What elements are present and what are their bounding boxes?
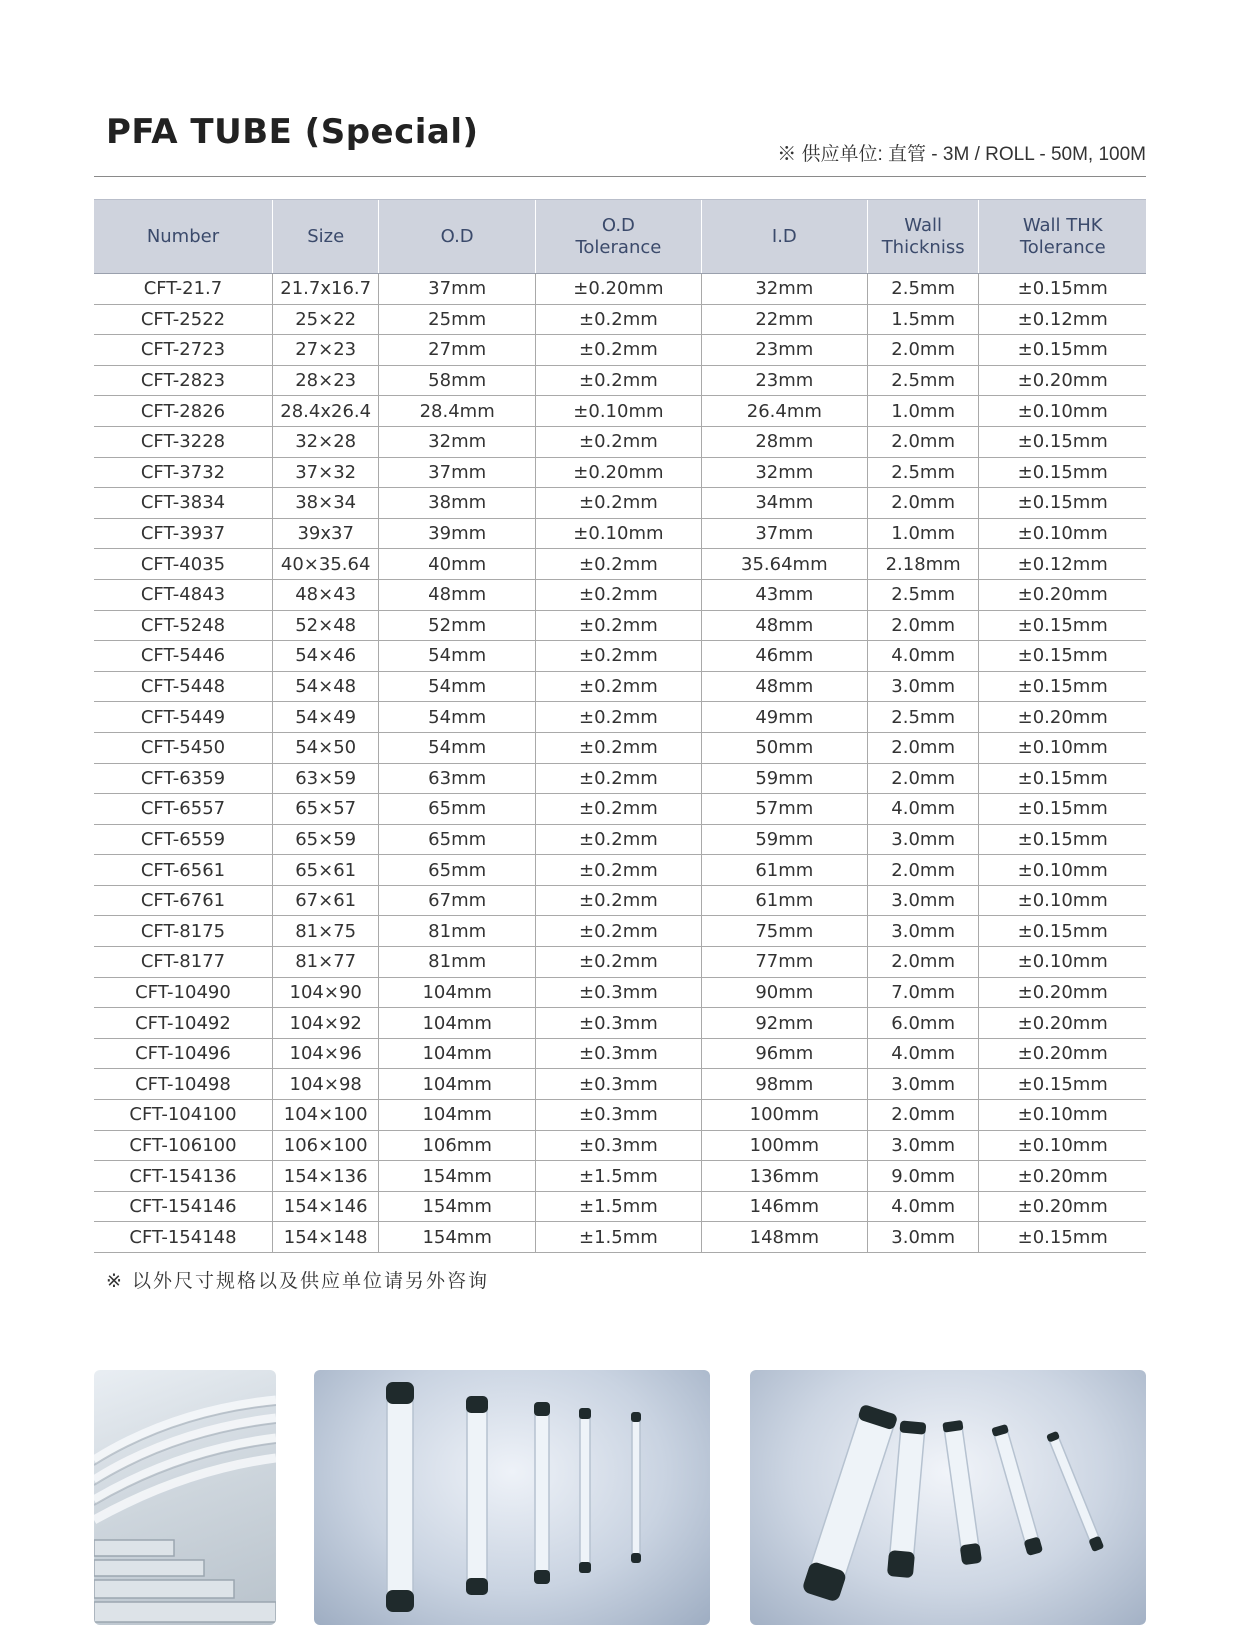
cell-id: 37mm: [701, 518, 867, 549]
cell-wall-thickness: 4.0mm: [867, 1191, 979, 1222]
cell-number: CFT-5248: [94, 610, 272, 641]
cell-wall-thickness: 2.0mm: [867, 763, 979, 794]
cell-od-tolerance: ±0.3mm: [535, 1130, 701, 1161]
cell-id: 23mm: [701, 365, 867, 396]
cell-number: CFT-5449: [94, 702, 272, 733]
cell-wall-thickness: 3.0mm: [867, 1069, 979, 1100]
cell-wall-thk-tolerance: ±0.10mm: [979, 947, 1146, 978]
cell-number: CFT-3228: [94, 426, 272, 457]
cell-wall-thk-tolerance: ±0.15mm: [979, 824, 1146, 855]
cell-id: 49mm: [701, 702, 867, 733]
cell-number: CFT-10490: [94, 977, 272, 1008]
cell-od: 81mm: [379, 947, 536, 978]
cell-wall-thickness: 2.5mm: [867, 274, 979, 305]
cell-od: 52mm: [379, 610, 536, 641]
cell-wall-thickness: 7.0mm: [867, 977, 979, 1008]
cell-number: CFT-2823: [94, 365, 272, 396]
cell-od: 106mm: [379, 1130, 536, 1161]
cell-number: CFT-2522: [94, 304, 272, 335]
cell-wall-thk-tolerance: ±0.15mm: [979, 763, 1146, 794]
cell-number: CFT-6559: [94, 824, 272, 855]
header-od: [379, 200, 536, 274]
table-row: [94, 763, 1146, 794]
cell-id: 23mm: [701, 335, 867, 366]
header-id: [701, 200, 867, 274]
cell-wall-thickness: 9.0mm: [867, 1161, 979, 1192]
table-header-row: [94, 200, 1146, 274]
cell-od-tolerance: ±0.2mm: [535, 732, 701, 763]
cell-id: 96mm: [701, 1038, 867, 1069]
header-line: Wall THK: [1022, 214, 1103, 236]
cell-id: 28mm: [701, 426, 867, 457]
cell-wall-thickness: 2.0mm: [867, 335, 979, 366]
cell-wall-thickness: 2.0mm: [867, 1100, 979, 1131]
table-row: [94, 488, 1146, 519]
cell-wall-thickness: 2.0mm: [867, 610, 979, 641]
cell-id: 100mm: [701, 1100, 867, 1131]
header-od-tolerance: [535, 200, 701, 274]
table-row: [94, 732, 1146, 763]
cell-od-tolerance: ±0.3mm: [535, 1100, 701, 1131]
cell-od: 37mm: [379, 457, 536, 488]
cell-wall-thk-tolerance: ±0.20mm: [979, 702, 1146, 733]
cell-wall-thickness: 3.0mm: [867, 1130, 979, 1161]
cell-od-tolerance: ±0.2mm: [535, 549, 701, 580]
cell-wall-thk-tolerance: ±0.15mm: [979, 1222, 1146, 1253]
cell-od-tolerance: ±0.3mm: [535, 1069, 701, 1100]
cell-wall-thk-tolerance: ±0.10mm: [979, 518, 1146, 549]
cell-number: CFT-154136: [94, 1161, 272, 1192]
cell-od-tolerance: ±1.5mm: [535, 1161, 701, 1192]
cell-od-tolerance: ±0.2mm: [535, 824, 701, 855]
cell-wall-thk-tolerance: ±0.20mm: [979, 365, 1146, 396]
cell-od: 27mm: [379, 335, 536, 366]
table-row: [94, 274, 1146, 305]
cell-number: CFT-6761: [94, 885, 272, 916]
cell-od: 154mm: [379, 1161, 536, 1192]
cell-wall-thickness: 2.0mm: [867, 855, 979, 886]
cell-od-tolerance: ±0.2mm: [535, 579, 701, 610]
cell-od-tolerance: ±0.2mm: [535, 763, 701, 794]
table-row: [94, 304, 1146, 335]
cell-id: 146mm: [701, 1191, 867, 1222]
cell-number: CFT-8175: [94, 916, 272, 947]
cell-od: 65mm: [379, 824, 536, 855]
table-row: [94, 1069, 1146, 1100]
footnote: ※ 以外尺寸规格以及供应单位请另外咨询: [106, 1270, 489, 1292]
cell-wall-thickness: 4.0mm: [867, 794, 979, 825]
cell-number: CFT-5448: [94, 671, 272, 702]
cell-number: CFT-6557: [94, 794, 272, 825]
cell-id: 32mm: [701, 274, 867, 305]
cell-od: 154mm: [379, 1191, 536, 1222]
cell-size: 104×100: [272, 1100, 378, 1131]
cell-od: 38mm: [379, 488, 536, 519]
cell-wall-thickness: 2.5mm: [867, 457, 979, 488]
table-row: [94, 579, 1146, 610]
cell-wall-thickness: 4.0mm: [867, 641, 979, 672]
cell-id: 48mm: [701, 610, 867, 641]
cell-id: 48mm: [701, 671, 867, 702]
page-title: PFA TUBE (Special): [106, 112, 479, 152]
cell-id: 43mm: [701, 579, 867, 610]
cell-wall-thk-tolerance: ±0.20mm: [979, 579, 1146, 610]
cell-wall-thk-tolerance: ±0.15mm: [979, 457, 1146, 488]
cell-od-tolerance: ±0.2mm: [535, 426, 701, 457]
cell-number: CFT-8177: [94, 947, 272, 978]
table-row: [94, 702, 1146, 733]
cell-od: 39mm: [379, 518, 536, 549]
cell-od: 54mm: [379, 671, 536, 702]
cell-od-tolerance: ±0.2mm: [535, 335, 701, 366]
header-size: [272, 200, 378, 274]
cell-wall-thickness: 3.0mm: [867, 916, 979, 947]
cell-wall-thk-tolerance: ±0.15mm: [979, 916, 1146, 947]
cell-number: CFT-154146: [94, 1191, 272, 1222]
cell-number: CFT-3937: [94, 518, 272, 549]
header-line: Size: [307, 225, 345, 247]
cell-od-tolerance: ±0.2mm: [535, 671, 701, 702]
cell-number: CFT-3732: [94, 457, 272, 488]
cell-id: 26.4mm: [701, 396, 867, 427]
header-line: Wall: [904, 214, 942, 236]
cell-id: 92mm: [701, 1008, 867, 1039]
cell-size: 63×59: [272, 763, 378, 794]
cell-id: 59mm: [701, 824, 867, 855]
cell-number: CFT-4035: [94, 549, 272, 580]
table-row: [94, 549, 1146, 580]
cell-number: CFT-10496: [94, 1038, 272, 1069]
cell-id: 148mm: [701, 1222, 867, 1253]
cell-od: 154mm: [379, 1222, 536, 1253]
cell-wall-thk-tolerance: ±0.15mm: [979, 274, 1146, 305]
cell-size: 40×35.64: [272, 549, 378, 580]
cell-size: 106×100: [272, 1130, 378, 1161]
cell-od-tolerance: ±0.10mm: [535, 518, 701, 549]
cell-od-tolerance: ±0.20mm: [535, 274, 701, 305]
table-row: [94, 365, 1146, 396]
cell-wall-thk-tolerance: ±0.10mm: [979, 885, 1146, 916]
cell-od: 48mm: [379, 579, 536, 610]
header-line: Thickniss: [881, 236, 965, 258]
cell-number: CFT-10492: [94, 1008, 272, 1039]
cell-size: 81×77: [272, 947, 378, 978]
cell-wall-thk-tolerance: ±0.15mm: [979, 794, 1146, 825]
cell-wall-thk-tolerance: ±0.10mm: [979, 1130, 1146, 1161]
table-row: [94, 1161, 1146, 1192]
cell-size: 65×59: [272, 824, 378, 855]
cell-id: 22mm: [701, 304, 867, 335]
cell-od: 104mm: [379, 1008, 536, 1039]
cell-wall-thickness: 4.0mm: [867, 1038, 979, 1069]
cell-number: CFT-106100: [94, 1130, 272, 1161]
cell-size: 28×23: [272, 365, 378, 396]
cell-size: 54×48: [272, 671, 378, 702]
cell-od-tolerance: ±1.5mm: [535, 1191, 701, 1222]
table-row: [94, 457, 1146, 488]
cell-wall-thk-tolerance: ±0.20mm: [979, 1161, 1146, 1192]
cell-wall-thickness: 2.0mm: [867, 488, 979, 519]
cell-size: 104×90: [272, 977, 378, 1008]
cell-size: 154×146: [272, 1191, 378, 1222]
cell-wall-thk-tolerance: ±0.15mm: [979, 610, 1146, 641]
cell-od: 54mm: [379, 702, 536, 733]
cell-wall-thk-tolerance: ±0.20mm: [979, 1191, 1146, 1222]
supply-unit-note: ※ 供应单位: 直管 - 3M / ROLL - 50M, 100M: [777, 144, 1146, 165]
cell-wall-thk-tolerance: ±0.10mm: [979, 1100, 1146, 1131]
header-line: Number: [146, 225, 220, 247]
cell-size: 54×46: [272, 641, 378, 672]
cell-od: 32mm: [379, 426, 536, 457]
cell-size: 37×32: [272, 457, 378, 488]
cell-size: 52×48: [272, 610, 378, 641]
cell-od-tolerance: ±0.10mm: [535, 396, 701, 427]
cell-size: 54×50: [272, 732, 378, 763]
cell-od: 54mm: [379, 641, 536, 672]
header-wall-thickness: [867, 200, 979, 274]
cell-wall-thickness: 2.5mm: [867, 702, 979, 733]
cell-od: 67mm: [379, 885, 536, 916]
cell-number: CFT-2723: [94, 335, 272, 366]
cell-id: 57mm: [701, 794, 867, 825]
cell-wall-thickness: 1.5mm: [867, 304, 979, 335]
cell-id: 100mm: [701, 1130, 867, 1161]
cell-wall-thickness: 2.5mm: [867, 579, 979, 610]
cell-od: 104mm: [379, 1100, 536, 1131]
cell-size: 38×34: [272, 488, 378, 519]
cell-od-tolerance: ±0.2mm: [535, 488, 701, 519]
cell-wall-thk-tolerance: ±0.10mm: [979, 855, 1146, 886]
cell-id: 35.64mm: [701, 549, 867, 580]
straight-tubes-photo: [314, 1370, 710, 1625]
cell-id: 50mm: [701, 732, 867, 763]
table-row: [94, 396, 1146, 427]
cell-wall-thk-tolerance: ±0.15mm: [979, 488, 1146, 519]
cell-wall-thickness: 2.18mm: [867, 549, 979, 580]
cell-wall-thickness: 1.0mm: [867, 396, 979, 427]
cell-wall-thickness: 3.0mm: [867, 671, 979, 702]
table-row: [94, 1038, 1146, 1069]
tube-coil-photo: [94, 1370, 276, 1625]
cell-od-tolerance: ±0.3mm: [535, 977, 701, 1008]
cell-od-tolerance: ±0.2mm: [535, 947, 701, 978]
cell-size: 54×49: [272, 702, 378, 733]
table-row: [94, 335, 1146, 366]
header-line: O.D: [601, 214, 635, 236]
cell-id: 32mm: [701, 457, 867, 488]
cell-od: 28.4mm: [379, 396, 536, 427]
table-row: [94, 885, 1146, 916]
cell-size: 27×23: [272, 335, 378, 366]
cell-od-tolerance: ±0.3mm: [535, 1008, 701, 1039]
cell-od-tolerance: ±0.3mm: [535, 1038, 701, 1069]
table-row: [94, 1008, 1146, 1039]
cell-size: 104×96: [272, 1038, 378, 1069]
header-line: Tolerance: [1019, 236, 1106, 258]
cell-size: 28.4x26.4: [272, 396, 378, 427]
cell-size: 48×43: [272, 579, 378, 610]
cell-od-tolerance: ±0.2mm: [535, 855, 701, 886]
table-row: [94, 671, 1146, 702]
cell-wall-thk-tolerance: ±0.10mm: [979, 396, 1146, 427]
cell-id: 77mm: [701, 947, 867, 978]
cell-id: 61mm: [701, 885, 867, 916]
cell-od: 37mm: [379, 274, 536, 305]
cell-od-tolerance: ±0.20mm: [535, 457, 701, 488]
cell-od: 104mm: [379, 977, 536, 1008]
header-wall-thk-tolerance: [979, 200, 1146, 274]
cell-size: 81×75: [272, 916, 378, 947]
table-row: [94, 610, 1146, 641]
cell-number: CFT-4843: [94, 579, 272, 610]
cell-od: 40mm: [379, 549, 536, 580]
cell-od-tolerance: ±0.2mm: [535, 610, 701, 641]
cell-od-tolerance: ±0.2mm: [535, 365, 701, 396]
cell-wall-thickness: 3.0mm: [867, 824, 979, 855]
cell-number: CFT-104100: [94, 1100, 272, 1131]
cell-size: 154×148: [272, 1222, 378, 1253]
cell-size: 104×92: [272, 1008, 378, 1039]
cell-od: 65mm: [379, 855, 536, 886]
cell-id: 34mm: [701, 488, 867, 519]
cell-wall-thickness: 2.0mm: [867, 426, 979, 457]
cell-number: CFT-10498: [94, 1069, 272, 1100]
cell-wall-thickness: 2.5mm: [867, 365, 979, 396]
cell-wall-thk-tolerance: ±0.20mm: [979, 977, 1146, 1008]
cell-wall-thk-tolerance: ±0.10mm: [979, 732, 1146, 763]
cell-id: 46mm: [701, 641, 867, 672]
header-line: Tolerance: [575, 236, 662, 258]
cell-size: 32×28: [272, 426, 378, 457]
cell-od: 104mm: [379, 1069, 536, 1100]
cell-size: 21.7x16.7: [272, 274, 378, 305]
cell-id: 75mm: [701, 916, 867, 947]
table-body: [94, 274, 1146, 1253]
table-row: [94, 426, 1146, 457]
cell-od: 81mm: [379, 916, 536, 947]
table-row: [94, 1130, 1146, 1161]
cell-wall-thk-tolerance: ±0.15mm: [979, 426, 1146, 457]
cell-size: 25×22: [272, 304, 378, 335]
table-row: [94, 977, 1146, 1008]
cell-od-tolerance: ±0.2mm: [535, 794, 701, 825]
table-row: [94, 1191, 1146, 1222]
cell-id: 90mm: [701, 977, 867, 1008]
cell-size: 39x37: [272, 518, 378, 549]
cell-number: CFT-21.7: [94, 274, 272, 305]
cell-od: 65mm: [379, 794, 536, 825]
cell-wall-thk-tolerance: ±0.12mm: [979, 549, 1146, 580]
cell-wall-thickness: 2.0mm: [867, 947, 979, 978]
spec-table: [94, 199, 1146, 1253]
cell-size: 65×61: [272, 855, 378, 886]
table-row: [94, 947, 1146, 978]
angled-tubes-photo: [750, 1370, 1146, 1625]
cell-wall-thickness: 3.0mm: [867, 885, 979, 916]
cell-wall-thk-tolerance: ±0.15mm: [979, 671, 1146, 702]
header-line: O.D: [440, 225, 474, 247]
cell-wall-thk-tolerance: ±0.15mm: [979, 335, 1146, 366]
cell-od-tolerance: ±0.2mm: [535, 641, 701, 672]
cell-wall-thickness: 6.0mm: [867, 1008, 979, 1039]
cell-od-tolerance: ±0.2mm: [535, 304, 701, 335]
header-line: I.D: [771, 225, 797, 247]
cell-number: CFT-3834: [94, 488, 272, 519]
table-row: [94, 916, 1146, 947]
header-number: [94, 200, 272, 274]
table-row: [94, 1100, 1146, 1131]
cell-size: 104×98: [272, 1069, 378, 1100]
cell-number: CFT-5446: [94, 641, 272, 672]
table-row: [94, 794, 1146, 825]
cell-wall-thk-tolerance: ±0.20mm: [979, 1008, 1146, 1039]
cell-size: 65×57: [272, 794, 378, 825]
cell-id: 98mm: [701, 1069, 867, 1100]
cell-number: CFT-2826: [94, 396, 272, 427]
cell-od-tolerance: ±1.5mm: [535, 1222, 701, 1253]
cell-od-tolerance: ±0.2mm: [535, 702, 701, 733]
cell-wall-thickness: 1.0mm: [867, 518, 979, 549]
cell-wall-thk-tolerance: ±0.15mm: [979, 1069, 1146, 1100]
cell-size: 154×136: [272, 1161, 378, 1192]
table-row: [94, 824, 1146, 855]
table-row: [94, 1222, 1146, 1253]
table-row: [94, 518, 1146, 549]
cell-od-tolerance: ±0.2mm: [535, 916, 701, 947]
cell-od: 25mm: [379, 304, 536, 335]
cell-id: 61mm: [701, 855, 867, 886]
cell-od: 63mm: [379, 763, 536, 794]
cell-wall-thk-tolerance: ±0.20mm: [979, 1038, 1146, 1069]
cell-wall-thk-tolerance: ±0.12mm: [979, 304, 1146, 335]
cell-id: 59mm: [701, 763, 867, 794]
cell-od-tolerance: ±0.2mm: [535, 885, 701, 916]
cell-od: 58mm: [379, 365, 536, 396]
cell-wall-thickness: 3.0mm: [867, 1222, 979, 1253]
cell-od: 104mm: [379, 1038, 536, 1069]
cell-number: CFT-6561: [94, 855, 272, 886]
cell-number: CFT-5450: [94, 732, 272, 763]
cell-size: 67×61: [272, 885, 378, 916]
cell-od: 54mm: [379, 732, 536, 763]
cell-id: 136mm: [701, 1161, 867, 1192]
cell-number: CFT-6359: [94, 763, 272, 794]
table-row: [94, 641, 1146, 672]
table-row: [94, 855, 1146, 886]
cell-number: CFT-154148: [94, 1222, 272, 1253]
title-divider: [94, 176, 1146, 177]
cell-wall-thickness: 2.0mm: [867, 732, 979, 763]
cell-wall-thk-tolerance: ±0.15mm: [979, 641, 1146, 672]
